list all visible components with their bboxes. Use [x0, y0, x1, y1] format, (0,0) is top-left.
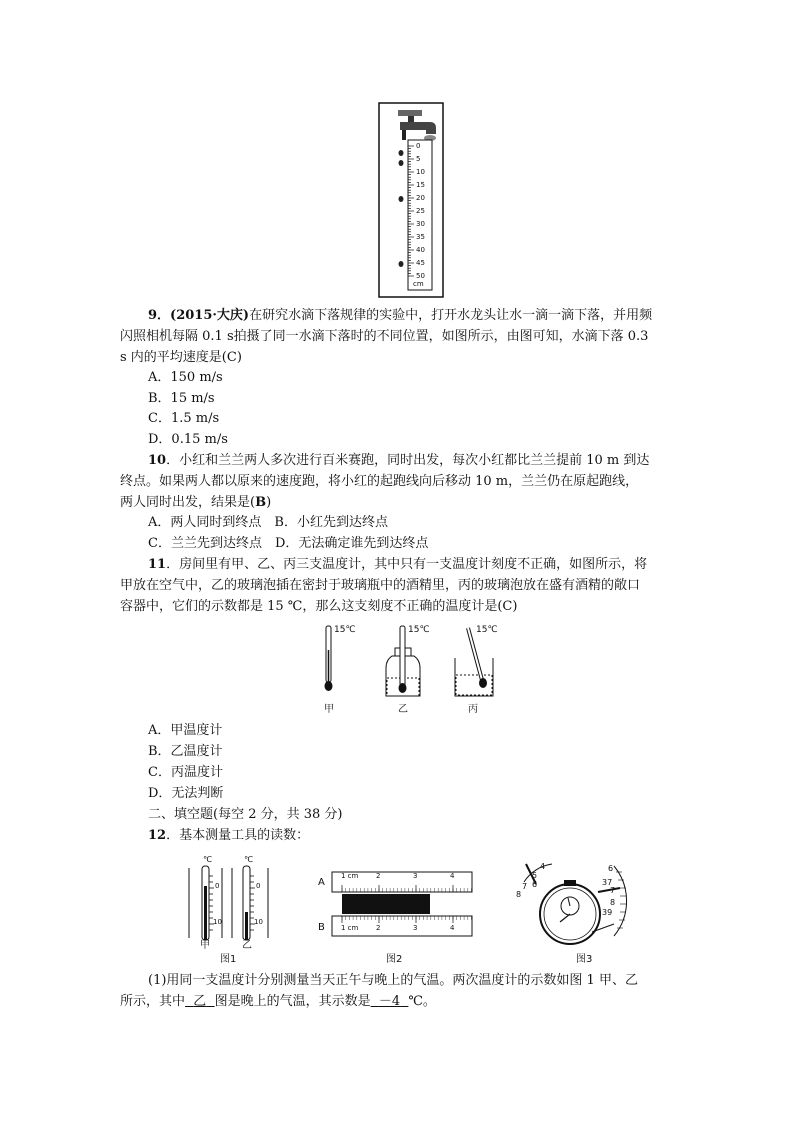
fig3-small-7: 7	[522, 882, 528, 891]
q11-line3-post: )	[512, 599, 518, 614]
q11-reading-bing: 15℃	[476, 625, 498, 635]
q9-line1	[148, 307, 652, 325]
q10-line1-text: ．小红和兰兰两人多次进行百米赛跑，同时出发，每次小红都比兰兰提前 10 m 到达	[166, 453, 650, 468]
q9-line3-pre: s 内的平均速度是(	[120, 350, 227, 365]
q10-line2: 终点。如果两人都以原来的速度跑，将小红的起跑线向后移动 10 m，兰兰仍在原起跑线，	[120, 474, 639, 489]
q9-ruler-label: 5	[416, 155, 421, 163]
q9-option-c: C．1.5 m/s	[148, 411, 220, 426]
q10-options-row2: C．兰兰先到达终点 D．无法确定谁先到达终点	[148, 536, 429, 551]
q9-ruler-label: 40	[416, 246, 425, 254]
q11-line1-text: ．房间里有甲、乙、丙三支温度计，其中只有一支温度计刻度不正确，如图所示，将	[166, 557, 648, 572]
q11-label-jia: 甲	[324, 704, 334, 715]
q9-line3	[120, 349, 242, 367]
q9-line3-post: )	[236, 350, 242, 365]
q11-figure	[310, 620, 510, 715]
q10-line3	[120, 494, 271, 512]
fig1-tick-0-yi: 0	[256, 882, 261, 890]
fig2-rulers-drawing	[316, 868, 476, 948]
q11-answer: C	[502, 599, 513, 614]
fig1-unit-jia: ℃	[203, 855, 212, 864]
fig3-large-7: 7	[610, 886, 616, 895]
fig1-tick-10-yi: 10	[254, 918, 263, 926]
q9-ruler-label: 15	[416, 181, 425, 189]
q11-reading-yi: 15℃	[408, 625, 430, 635]
q9-source: (2015·大庆)	[170, 308, 250, 323]
fig3-large-37: 37	[602, 878, 613, 887]
fig2-caption: 图2	[386, 954, 403, 965]
q9-ruler-label: 20	[416, 194, 425, 202]
q9-ruler-label: 30	[416, 220, 425, 228]
q10-line3-pre: 两人同时出发，结果是(	[120, 495, 256, 510]
q10-answer: B	[255, 495, 267, 510]
q9-ruler-unit: cm	[413, 280, 424, 288]
fig1-caption: 图1	[220, 954, 237, 965]
fig2-b-tick-2: 2	[376, 924, 381, 932]
q11-line2: 甲放在空气中，乙的玻璃泡插在密封于玻璃瓶中的酒精里，丙的玻璃泡放在盛有酒精的敞口	[120, 578, 641, 593]
drop-1	[399, 150, 404, 156]
fig1-thermometers-drawing	[186, 856, 272, 946]
q12-part1-mid: 图是晚上的气温，其示数是	[214, 994, 371, 1009]
q12-fig2	[316, 868, 476, 964]
fig2-a-tick-3: 3	[413, 872, 418, 880]
q11-number: 11	[148, 557, 167, 572]
q12-line	[148, 827, 309, 845]
q12-part1-line1: (1)用同一支温度计分别测量当天正午与晚上的气温。两次温度计的示数如图 1 甲、乙	[148, 973, 638, 988]
q12-blank1	[185, 994, 215, 1009]
drop-2	[399, 160, 404, 166]
q9-option-d: D．0.15 m/s	[148, 432, 228, 447]
fig3-large-8: 8	[610, 898, 616, 907]
q11-option-a: A．甲温度计	[148, 723, 223, 738]
q11-reading-jia: 15℃	[334, 625, 356, 635]
q12-part1-line2	[120, 993, 436, 1011]
fig3-large-6: 6	[608, 864, 614, 873]
fig3-small-6: 6	[532, 880, 538, 889]
fig2-b-tick-4: 4	[450, 924, 455, 932]
q11-label-yi: 乙	[398, 704, 408, 715]
fig2-a-tick-2: 2	[376, 872, 381, 880]
q11-line3	[120, 598, 517, 616]
fig3-small-4: 4	[540, 862, 546, 871]
fig3-large-39: 39	[602, 908, 613, 917]
q11-option-c: C．丙温度计	[148, 765, 223, 780]
q9-line2: 闪照相机每隔 0.1 s拍摄了同一水滴下落时的不同位置，如图所示，由图可知，水滴下落 0.3	[120, 329, 649, 344]
q11-option-d: D．无法判断	[148, 786, 224, 801]
fig2-a-tick-1: 1 cm	[341, 872, 359, 880]
drop-4	[399, 261, 404, 267]
fig2-ruler-b-label: B	[318, 922, 325, 933]
fig1-label-yi: 乙	[242, 940, 252, 951]
q9-ruler-label: 0	[416, 142, 421, 150]
fig1-unit-yi: ℃	[244, 855, 253, 864]
q12-blank2-answer: －4	[378, 994, 401, 1009]
q9-ruler-label: 10	[416, 168, 425, 176]
q9-number: 9．	[148, 308, 171, 323]
q9-ruler-label: 25	[416, 207, 425, 215]
section2-heading: 二、填空题(每空 2 分，共 38 分)	[148, 807, 343, 822]
q11-label-bing: 丙	[468, 704, 478, 715]
fig2-a-tick-4: 4	[450, 872, 455, 880]
fig3-small-5: 5	[532, 871, 538, 880]
q9-line1-text: 在研究水滴下落规律的实验中，打开水龙头让水一滴一滴下落，并用频	[249, 308, 653, 323]
q10-options-row1: A．两人同时到终点 B．小红先到达终点	[148, 515, 388, 530]
q12-part1-post: ℃。	[408, 994, 436, 1009]
fig3-caption: 图3	[576, 954, 593, 965]
q10-line1	[148, 452, 649, 470]
fig1-tick-0-jia: 0	[215, 882, 220, 890]
q12-blank2	[371, 994, 409, 1009]
q10-number: 10	[148, 453, 167, 468]
fig1-label-jia: 甲	[200, 940, 210, 951]
q11-line1	[148, 556, 647, 574]
q9-option-a: A．150 m/s	[148, 370, 223, 385]
q12-number: 12	[148, 828, 167, 843]
q12-part1-pre: 所示，其中	[120, 994, 186, 1009]
q9-ruler-label: 35	[416, 233, 425, 241]
fig2-b-tick-3: 3	[413, 924, 418, 932]
fig1-tick-10-jia: 10	[213, 918, 222, 926]
q11-line3-pre: 容器中，它们的示数都是 15 ℃，那么这支刻度不正确的温度计是(	[120, 599, 503, 614]
q9-answer: C	[226, 350, 237, 365]
drop-3	[399, 196, 404, 202]
q12-fig3	[512, 858, 636, 964]
q12-fig1	[186, 856, 272, 964]
q9-ruler-label: 45	[416, 259, 425, 267]
q9-option-b: B．15 m/s	[148, 391, 215, 406]
fig2-b-tick-1: 1 cm	[341, 924, 359, 932]
fig3-stopwatch-drawing	[512, 858, 636, 950]
fig2-ruler-a-label: A	[318, 877, 325, 888]
fig3-small-8: 8	[516, 890, 522, 899]
q12-blank1-answer: 乙	[193, 994, 207, 1009]
q11-option-b: B．乙温度计	[148, 744, 223, 759]
q9-figure	[378, 102, 444, 298]
q10-line3-post: )	[266, 495, 272, 510]
faucet-ruler-drawing	[378, 102, 444, 298]
q12-stem: ．基本测量工具的读数：	[166, 828, 310, 843]
q9-ruler-label: 50	[416, 272, 425, 280]
